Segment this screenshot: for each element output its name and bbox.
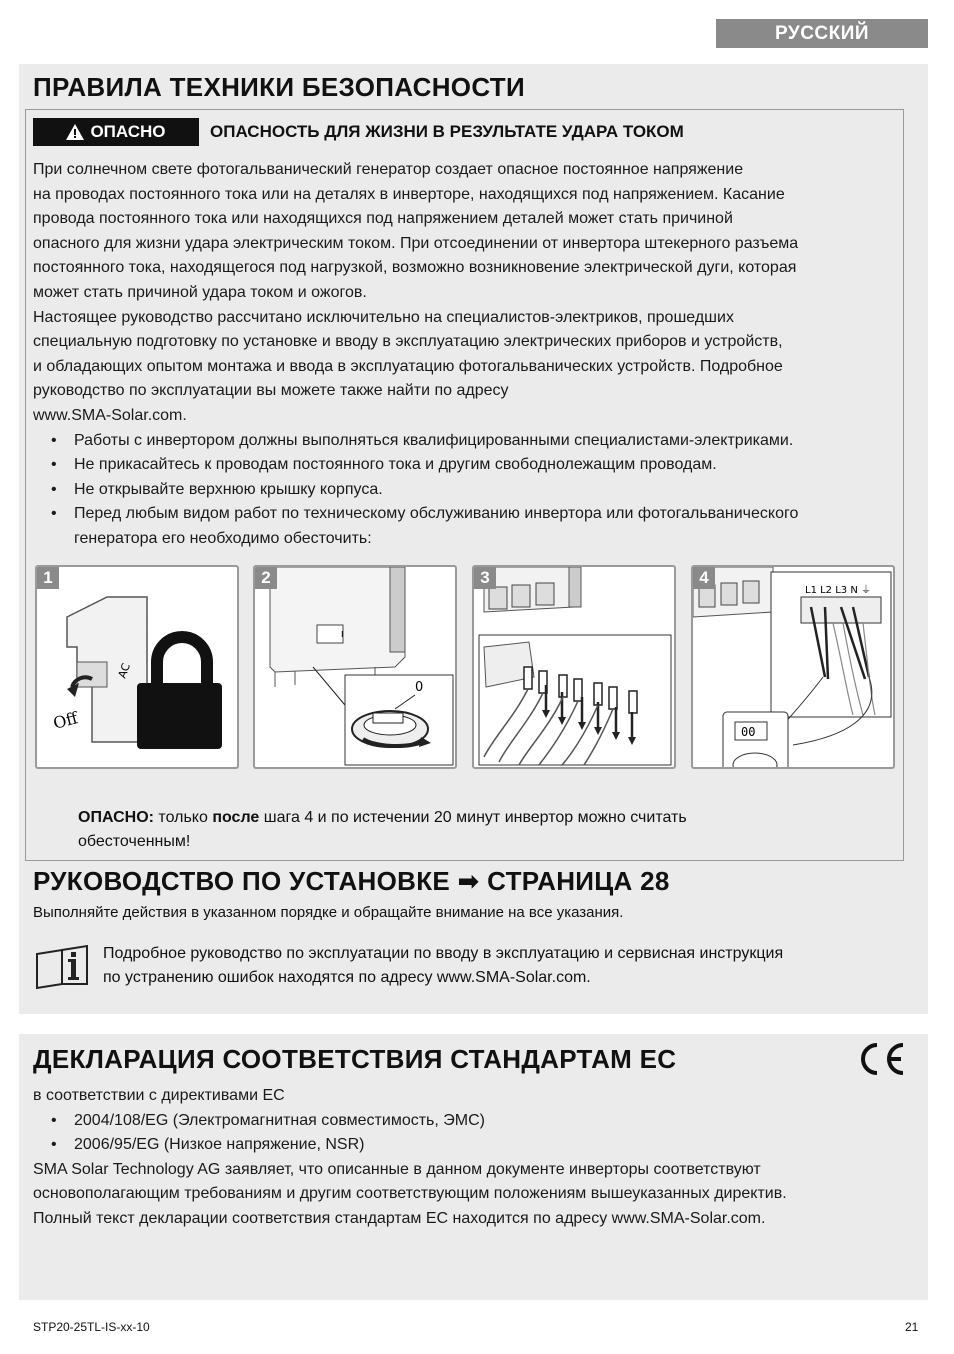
danger-title: ОПАСНОСТЬ ДЛЯ ЖИЗНИ В РЕЗУЛЬТАТЕ УДАРА ТОКОМ xyxy=(210,122,684,141)
list-item xyxy=(33,502,901,551)
warning-icon xyxy=(66,124,84,140)
step-number: 2 xyxy=(255,567,277,589)
switch-i-label: I xyxy=(341,630,344,639)
body-line: руководство по эксплуатации вы можете также найти по адресу xyxy=(33,382,509,400)
step-number: 1 xyxy=(37,567,59,589)
danger-box xyxy=(25,109,904,861)
safety-panel xyxy=(19,64,928,1014)
danger-badge-label: ОПАСНО xyxy=(90,122,166,141)
switch-zero-label: 0 xyxy=(415,680,424,695)
list-item: • 2006/95/EG (Низкое напряжение, NSR) xyxy=(33,1133,913,1158)
safety-body xyxy=(33,158,901,552)
page-number: 21 xyxy=(905,1320,919,1334)
declaration-line: SMA Solar Technology AG заявляет, что описанные в данном документе инверторы соответствуют xyxy=(33,1160,761,1178)
danger-note xyxy=(78,806,798,854)
step-figure-2 xyxy=(253,565,457,769)
note-bold: после xyxy=(212,809,260,826)
body-line: специальную подготовку по установке и вводу в эксплуатацию электрических приборов и устройств, xyxy=(33,333,783,351)
body-line: может стать причиной удара током и ожогов. xyxy=(33,283,367,301)
language-tab: РУССКИЙ xyxy=(716,19,928,48)
ce-mark-icon xyxy=(857,1042,907,1076)
dc-connectors-illustration xyxy=(474,567,674,767)
step-figure-3 xyxy=(472,565,676,769)
install-heading: РУКОВОДСТВО ПО УСТАНОВКЕ ➡ СТРАНИЦА 28 xyxy=(33,866,670,896)
install-info-text xyxy=(103,942,903,990)
list-item: • 2004/108/EG (Электромагнитная совместимость, ЭМС) xyxy=(33,1109,913,1134)
note-prefix: ОПАСНО: xyxy=(78,809,154,826)
declaration-panel xyxy=(19,1034,928,1300)
list-item: • Не открывайте верхнюю крышку корпуса. xyxy=(33,478,901,503)
declaration-line: основополагающим требованиям и другим соответствующим положениям вышеуказанных директив. xyxy=(33,1185,787,1203)
list-item-text-cont: генератора его необходимо обесточить: xyxy=(74,529,372,547)
dc-switch-illustration xyxy=(255,567,455,767)
declaration-heading: ДЕКЛАРАЦИЯ СООТВЕТСТВИЯ СТАНДАРТАМ ЕС xyxy=(33,1044,677,1074)
body-line: При солнечном свете фотогальванический генератор создает опасное постоянное напряжение xyxy=(33,161,744,178)
note-text-line2: обесточенным! xyxy=(78,833,191,850)
body-line[interactable]: www.SMA-Solar.com. xyxy=(33,406,187,424)
ac-label: AC xyxy=(115,661,133,681)
directive-list xyxy=(33,1109,913,1158)
manual-info-icon xyxy=(35,944,91,990)
safety-bullets xyxy=(33,429,901,552)
step-number: 3 xyxy=(474,567,496,589)
meter-readout: 00 xyxy=(741,725,756,739)
list-item: • Работы с инвертором должны выполняться квалифицированными специалистами-электриками. xyxy=(33,429,901,454)
voltage-measurement-illustration xyxy=(693,567,893,767)
breaker-lock-illustration xyxy=(37,567,237,767)
note-text: только xyxy=(153,809,213,826)
info-line[interactable]: по устранению ошибок находятся по адресу www.SMA-Solar.com. xyxy=(103,969,591,986)
info-line: Подробное руководство по эксплуатации по вводу в эксплуатацию и сервисная инструкция xyxy=(103,945,784,962)
declaration-intro: в соответствии с директивами ЕС xyxy=(33,1087,285,1104)
terminal-labels: L1 L2 L3 N ⏚ xyxy=(805,585,871,596)
off-label: Off xyxy=(51,708,80,733)
danger-badge xyxy=(33,118,199,146)
declaration-line[interactable]: Полный текст декларации соответствия стандартам ЕС находится по адресу www.SMA-Solar.com. xyxy=(33,1209,766,1227)
step-figure-1 xyxy=(35,565,239,769)
install-subtext: Выполняйте действия в указанном порядке и обращайте внимание на все указания. xyxy=(33,904,624,921)
body-line: и обладающих опытом монтажа и ввода в эксплуатацию фотогальванических устройств. Подробное xyxy=(33,357,783,375)
body-line: провода постоянного тока или находящихся под напряжением деталей может стать причиной xyxy=(33,210,733,228)
body-line: опасного для жизни удара электрическим током. При отсоединении от инвертора штекерного разъема xyxy=(33,234,799,252)
body-line: постоянного тока, находящегося под нагрузкой, возможно возникновение электрической дуги, которая xyxy=(33,259,797,277)
declaration-body xyxy=(33,1084,913,1232)
body-line: Настоящее руководство рассчитано исключительно на специалистов-электриков, прошедших xyxy=(33,308,734,326)
note-text: шага 4 и по истечении 20 минут инвертор можно считать xyxy=(259,809,687,826)
list-item: • Не прикасайтесь к проводам постоянного тока и другим свободнолежащим проводам. xyxy=(33,453,901,478)
list-item-text: Перед любым видом работ по техническому обслуживанию инвертора или фотогальванического xyxy=(74,505,799,523)
doc-code: STP20-25TL-IS-xx-10 xyxy=(33,1320,150,1334)
body-line: на проводах постоянного тока или на деталях в инверторе, находящихся под напряжением. Касание xyxy=(33,185,785,203)
step-number: 4 xyxy=(693,567,715,589)
safety-heading: ПРАВИЛА ТЕХНИКИ БЕЗОПАСНОСТИ xyxy=(33,72,525,102)
step-figure-4 xyxy=(691,565,895,769)
